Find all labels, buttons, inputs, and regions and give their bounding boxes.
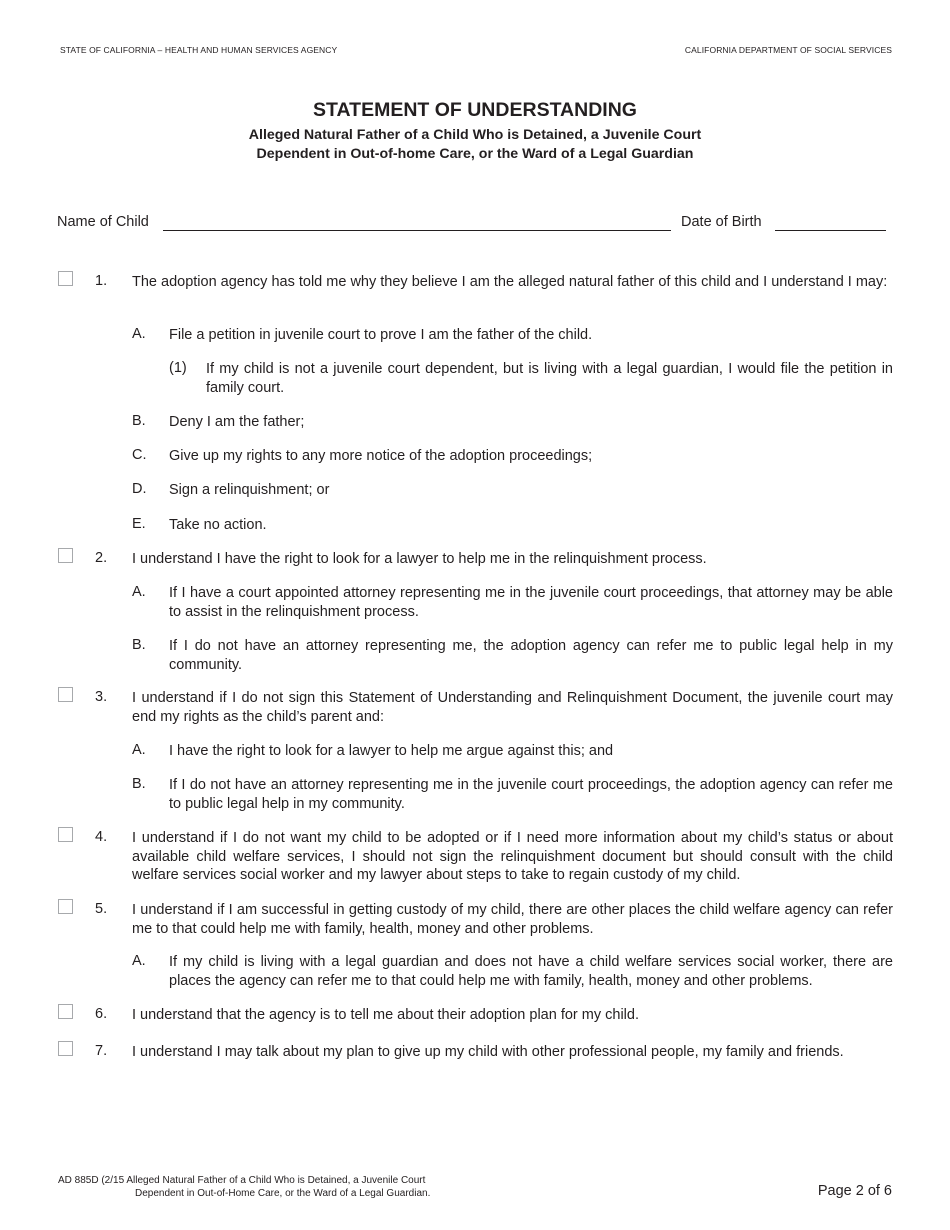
item-1-number: 1. [95, 273, 108, 289]
item-1a1-text: If my child is not a juvenile court dependent, but is living with a legal guardian, I would file the petition in family court. [206, 361, 893, 396]
item-6-text: I understand that the agency is to tell me about their adoption plan for my child. [132, 1007, 639, 1023]
item-7-number: 7. [95, 1043, 108, 1059]
item-1a-letter: A. [132, 326, 146, 342]
item-3b-letter: B. [132, 776, 146, 792]
item-1-checkbox[interactable] [58, 271, 73, 286]
item-1e-text: Take no action. [169, 517, 267, 533]
item-2b-letter: B. [132, 637, 146, 653]
item-4-text: I understand if I do not want my child to be adopted or if I need more information about my child’s status or about available child welfare services, I should not sign the relinquishment document but should consult with the child welfare services social worker and my lawyer about steps to take to regain custody of my child. [132, 830, 893, 883]
item-2-checkbox[interactable] [58, 548, 73, 563]
item-5a-text: If my child is living with a legal guardian and does not have a child welfare services social worker, there are places the agency can refer me to that could help me with family, health, money and other problems. [169, 954, 893, 989]
header-agency: STATE OF CALIFORNIA – HEALTH AND HUMAN SERVICES AGENCY [60, 45, 338, 55]
item-1d-text: Sign a relinquishment; or [169, 482, 330, 498]
child-name-label: Name of Child [57, 214, 149, 230]
item-1d-letter: D. [132, 481, 147, 497]
subtitle-line-1: Alleged Natural Father of a Child Who is Detained, a Juvenile Court [248, 127, 702, 143]
item-2b-text: If I do not have an attorney representing me, the adoption agency can refer me to public legal help in my community. [169, 638, 893, 673]
item-2-number: 2. [95, 550, 108, 566]
item-5a-letter: A. [132, 953, 146, 969]
page-title: STATEMENT OF UNDERSTANDING [313, 99, 637, 121]
item-6-checkbox[interactable] [58, 1004, 73, 1019]
item-1a-text: File a petition in juvenile court to prove I am the father of the child. [169, 327, 593, 343]
item-5-text: I understand if I am successful in getting custody of my child, there are other places the child welfare agency can refer me to that could help me with family, health, money and other problems. [132, 902, 893, 937]
item-4-number: 4. [95, 829, 108, 845]
item-1-text: The adoption agency has told me why they believe I am the alleged natural father of this child and I understand I may: [132, 274, 888, 290]
item-1c-letter: C. [132, 447, 147, 463]
item-3-text: I understand if I do not sign this Statement of Understanding and Relinquishment Document, the juvenile court may end my rights as the child’s parent and: [132, 690, 893, 725]
item-2a-letter: A. [132, 584, 146, 600]
subtitle-line-2: Dependent in Out-of-home Care, or the Ward of a Legal Guardian [256, 146, 694, 162]
form-code [58, 1174, 430, 1200]
dob-field[interactable] [775, 230, 886, 231]
item-2-text: I understand I have the right to look for a lawyer to help me in the relinquishment process. [132, 551, 707, 567]
item-7-checkbox[interactable] [58, 1041, 73, 1056]
item-3-number: 3. [95, 689, 108, 705]
item-3a-text: I have the right to look for a lawyer to help me argue against this; and [169, 743, 614, 759]
item-2a-text: If I have a court appointed attorney representing me in the juvenile court proceedings, that attorney may be able to assist in the relinquishment process. [169, 585, 893, 620]
header-department: CALIFORNIA DEPARTMENT OF SOCIAL SERVICES [684, 45, 892, 55]
item-1e-letter: E. [132, 516, 146, 532]
page-number: Page 2 of 6 [817, 1183, 892, 1199]
dob-label: Date of Birth [681, 214, 762, 230]
item-5-number: 5. [95, 901, 108, 917]
item-1b-letter: B. [132, 413, 146, 429]
child-name-field[interactable] [163, 230, 671, 231]
item-1a1-number: (1) [169, 360, 187, 376]
form-code-line-1: AD 885D (2/15 Alleged Natural Father of a Child Who is Detained, a Juvenile Court [58, 1175, 426, 1186]
item-4-checkbox[interactable] [58, 827, 73, 842]
item-3a-letter: A. [132, 742, 146, 758]
item-1c-text: Give up my rights to any more notice of the adoption proceedings; [169, 448, 593, 464]
item-7-text: I understand I may talk about my plan to give up my child with other professional people, my family and friends. [132, 1044, 844, 1060]
child-info-row [57, 214, 897, 234]
item-5-checkbox[interactable] [58, 899, 73, 914]
item-6-number: 6. [95, 1006, 108, 1022]
item-3b-text: If I do not have an attorney representing me in the juvenile court proceedings, the adoption agency can refer me to public legal help in my community. [169, 777, 893, 812]
item-1b-text: Deny I am the father; [169, 414, 305, 430]
form-code-line-2: Dependent in Out-of-Home Care, or the Ward of a Legal Guardian. [135, 1188, 431, 1199]
item-3-checkbox[interactable] [58, 687, 73, 702]
